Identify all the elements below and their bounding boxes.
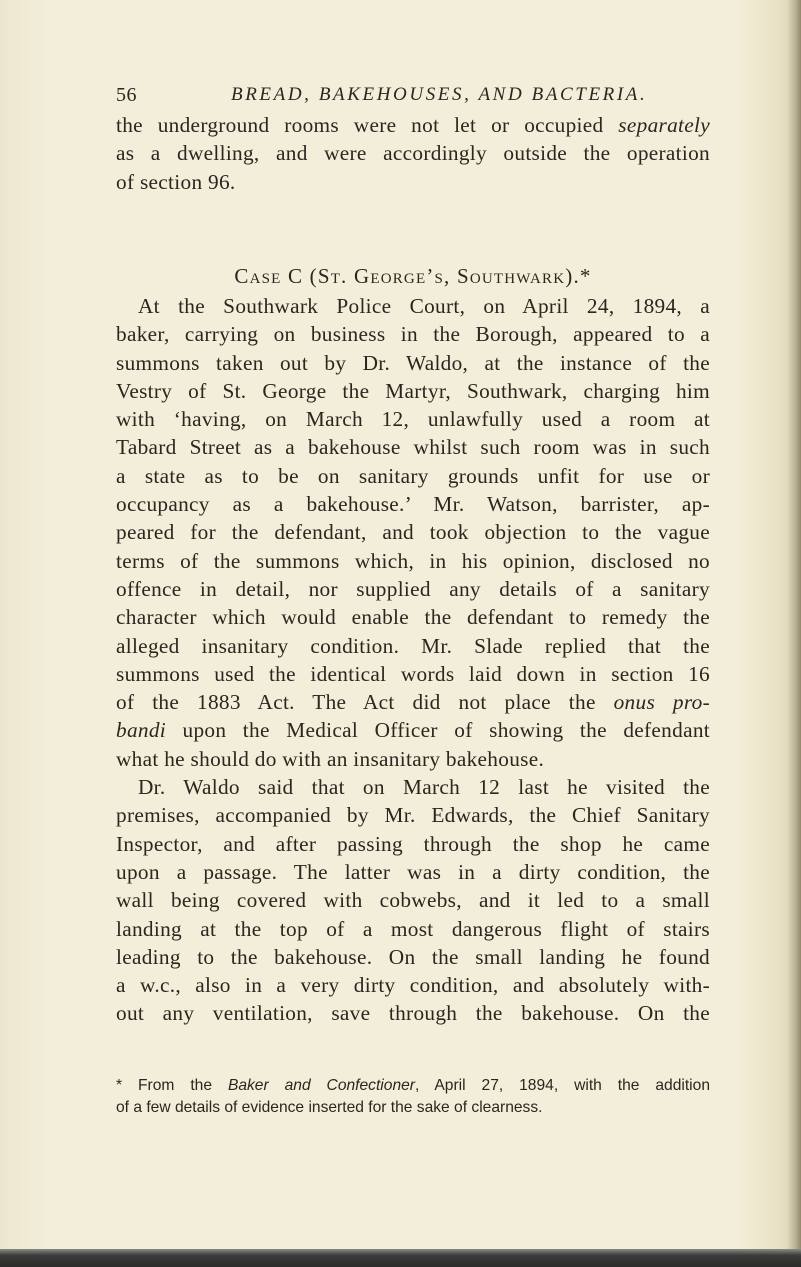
- footnote: [116, 1075, 710, 1119]
- text-line: Vestry of St. George the Martyr, Southwark, charging him: [116, 378, 710, 403]
- text-line: offence in detail, nor supplied any details of a sanitary: [116, 576, 710, 601]
- text-line: of the 1883 Act. The Act did not place the onus pro-: [116, 690, 710, 715]
- text-line: leading to the bakehouse. On the small landing he found: [116, 944, 710, 969]
- text-line: a w.c., also in a very dirty condition, and absolutely with-: [116, 973, 710, 998]
- text-line: At the Southwark Police Court, on April 24, 1894, a: [138, 294, 710, 318]
- text-line: summons used the identical words laid down in section 16: [116, 661, 710, 686]
- text-line: wall being covered with cobwebs, and it led to a small: [116, 888, 710, 913]
- text-line: occupancy as a bakehouse.’ Mr. Watson, barrister, ap-: [116, 492, 710, 517]
- text-line: upon a passage. The latter was in a dirty condition, the: [116, 859, 710, 884]
- text-line: as a dwelling, and were accordingly outside the operation: [116, 141, 710, 166]
- text-line: terms of the summons which, in his opinion, disclosed no: [116, 548, 710, 573]
- text-line: out any ventilation, save through the bakehouse. On the: [116, 1001, 710, 1026]
- text-line: of section 96.: [116, 169, 236, 194]
- text-line: Dr. Waldo said that on March 12 last he visited the: [138, 775, 710, 800]
- text-line: landing at the top of a most dangerous flight of stairs: [116, 916, 710, 941]
- text-line: character which would enable the defendant to remedy the: [116, 605, 710, 630]
- text-line: peared for the defendant, and took objection to the vague: [116, 520, 710, 545]
- page-edge-shadow: [787, 0, 801, 1267]
- page-number: 56: [116, 84, 137, 106]
- text-line: premises, accompanied by Mr. Edwards, the Chief Sanitary: [116, 803, 710, 828]
- footnote-line: of a few details of evidence inserted for the sake of clearness.: [116, 1099, 543, 1116]
- page-header: [116, 84, 736, 114]
- text-line: bandi upon the Medical Officer of showing the defendant: [116, 718, 710, 743]
- text-line: Tabard Street as a bakehouse whilst such room was in such: [116, 435, 710, 460]
- text-line: summons taken out by Dr. Waldo, at the instance of the: [116, 350, 710, 375]
- intro-paragraph: [116, 111, 710, 196]
- text-line: baker, carrying on business in the Borough, appeared to a: [116, 322, 710, 347]
- case-body: [116, 292, 710, 1028]
- text-line: Inspector, and after passing through the shop he came: [116, 831, 710, 856]
- text-line: the underground rooms were not let or occupied separately: [116, 113, 710, 137]
- text-line: what he should do with an insanitary bakehouse.: [116, 746, 545, 771]
- case-heading: Case C (St. George’s, Southwark).*: [234, 264, 592, 288]
- text-line: with ‘having, on March 12, unlawfully used a room at: [116, 407, 710, 432]
- running-title: BREAD, BAKEHOUSES, AND BACTERIA.: [231, 84, 648, 105]
- text-line: a state as to be on sanitary grounds unfit for use or: [116, 463, 710, 488]
- scan-bottom-border: [0, 1249, 801, 1267]
- text-line: alleged insanitary condition. Mr. Slade replied that the: [116, 633, 710, 658]
- footnote-line: * From the Baker and Confectioner, April 27, 1894, with the addition: [116, 1077, 710, 1094]
